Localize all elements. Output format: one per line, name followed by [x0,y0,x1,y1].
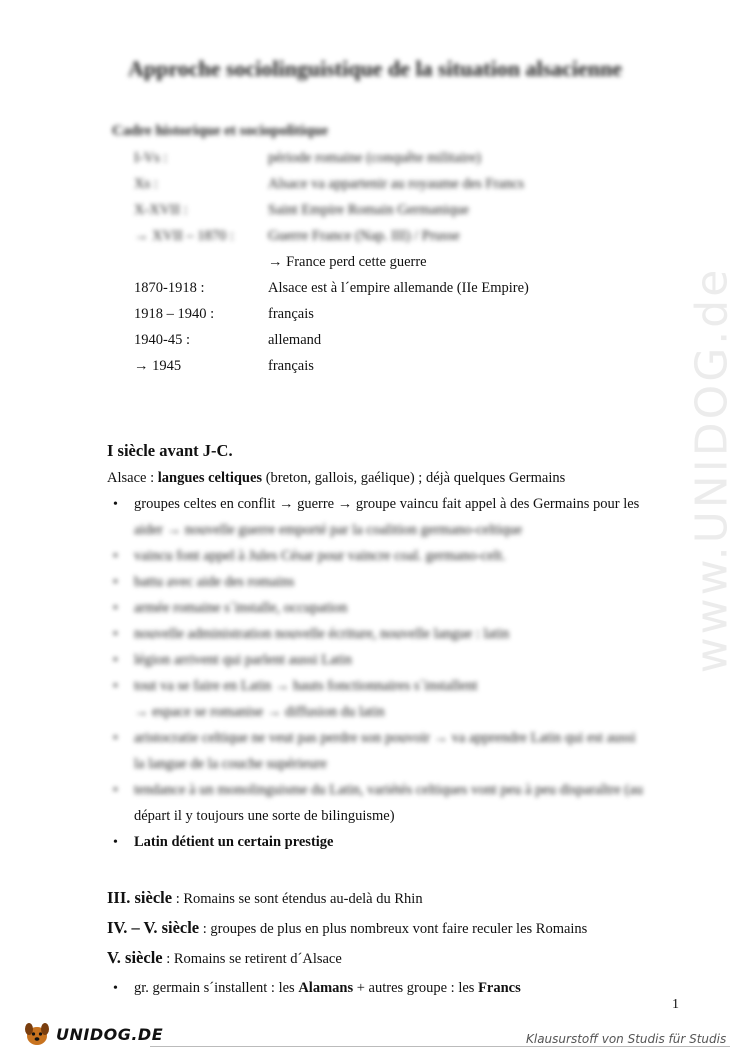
timeline-description: Guerre France (Nap. III) / Prusse [268,228,460,244]
timeline-row [0,228,750,252]
bullet-dot: • [113,549,118,564]
bullet-dot: • [113,497,118,512]
section-heading-iv: IV. – V. siècle [107,918,200,937]
intro-bold: langues celtiques [157,470,263,486]
bullet-text: groupes celtes en conflit → guerre → groupe vaincu fait appel à des Germains pour les [134,496,640,512]
section-heading: Cadre historique et sociopolitique [112,123,328,139]
section-text-iv: : groupes de plus en plus nombreux vont faire reculer les Romains [199,921,588,937]
last-bullet-text [134,980,521,997]
timeline-period: 1918 – 1940 : [134,306,215,322]
section-1-intro [107,470,565,487]
section-3-heading-line [107,888,423,908]
timeline-period: → 1945 [134,358,182,374]
bullet-text: aristocratie celtique ne veut pas perdre son pouvoir → va apprendre Latin qui est aussi [134,730,636,746]
bullet-text: tendance à un monolinguisme du Latin, variétés celtiques vont peu à peu disparaître (au [134,782,643,798]
timeline-row [0,280,750,304]
bullet-dot: • [113,835,118,850]
bullet-dot: • [113,981,118,996]
footer-divider [150,1046,730,1047]
timeline-description: période romaine (conquête militaire) [268,150,481,166]
timeline-description: Saint Empire Romain Germanique [268,202,469,218]
timeline-description: français [268,358,314,374]
logo-text: UNIDOG.DE [56,1024,164,1044]
last-bullet-prefix: gr. germain s´installent : les [134,980,299,996]
dog-icon [22,1019,52,1049]
timeline-description: Alsace est à l´empire allemande (IIe Empire) [268,280,529,296]
timeline-row [0,176,750,200]
timeline-period: 1940-45 : [134,332,190,348]
bullet-text: départ il y toujours une sorte de bilinguisme) [134,808,395,824]
intro-suffix: (breton, gallois, gaélique) ; déjà quelques Germains [262,470,566,486]
timeline-description: français [268,306,314,322]
timeline-row [0,306,750,330]
section-heading-v: V. siècle [107,948,163,967]
section-heading-iii: III. siècle [107,888,173,907]
last-bullet-bold-francs: Francs [478,980,521,996]
page-title: Approche sociolinguistique de la situation alsacienne [127,56,623,81]
bullet-text: vaincu font appel à Jules César pour vaincre coal. germano-celt. [134,548,506,564]
bullet-text: tout va se faire en Latin → hauts fonctionnaires s´installent [134,678,478,694]
bullet-dot: • [113,653,118,668]
section-text-v: : Romains se retirent d´Alsace [162,951,342,967]
bullet-text: armée romaine s´installe, occupation [134,600,348,616]
bullet-text: la langue de la couche supérieure [134,756,327,772]
last-bullet-middle: + autres groupe : les [353,980,479,996]
page-number: 1 [672,997,679,1012]
bullet-text: aider → nouvelle guerre emporté par la coalition germano-celtique [134,522,523,538]
watermark-text: www.UNIDOG.de [686,266,738,674]
timeline-period: Xs : [134,176,158,192]
timeline-row [0,150,750,174]
timeline-description: → France perd cette guerre [268,254,427,270]
section-5-heading-line [107,948,342,968]
timeline-description: allemand [268,332,322,348]
timeline-period: I-Vs : [134,150,168,166]
bullet-dot: • [113,679,118,694]
section-4-heading-line [107,918,587,938]
footer-tagline: Klausurstoff von Studis für Studis [526,1032,727,1046]
unidog-logo[interactable] [22,1014,163,1054]
bullet-text: → espace se romanise → diffusion du latin [134,704,385,720]
timeline-description: Alsace va appartenir au royaume des Francs [268,176,525,192]
timeline-row [0,358,750,382]
bullet-text: Latin détient un certain prestige [134,834,334,850]
timeline-period: 1870-1918 : [134,280,205,296]
bullet-text: légion arrivent qui parlent aussi Latin [134,652,352,668]
last-bullet-bold-alamans: Alamans [298,980,354,996]
timeline-row [0,254,750,278]
timeline-period: X-XVII : [134,202,188,218]
timeline-period: → XVII – 1870 : [134,228,234,244]
bullet-text: battu avec aide des romains [134,574,295,590]
bullet-dot: • [113,575,118,590]
timeline-row [0,332,750,356]
intro-prefix: Alsace : [107,470,158,486]
section-text-iii: : Romains se sont étendus au-delà du Rhin [172,891,423,907]
bullet-dot: • [113,731,118,746]
bullet-dot: • [113,783,118,798]
bullet-text: nouvelle administration nouvelle écriture, nouvelle langue : latin [134,626,510,642]
bullet-dot: • [113,601,118,616]
section-1-heading: I siècle avant J-C. [107,441,233,460]
timeline-row [0,202,750,226]
bullet-dot: • [113,627,118,642]
